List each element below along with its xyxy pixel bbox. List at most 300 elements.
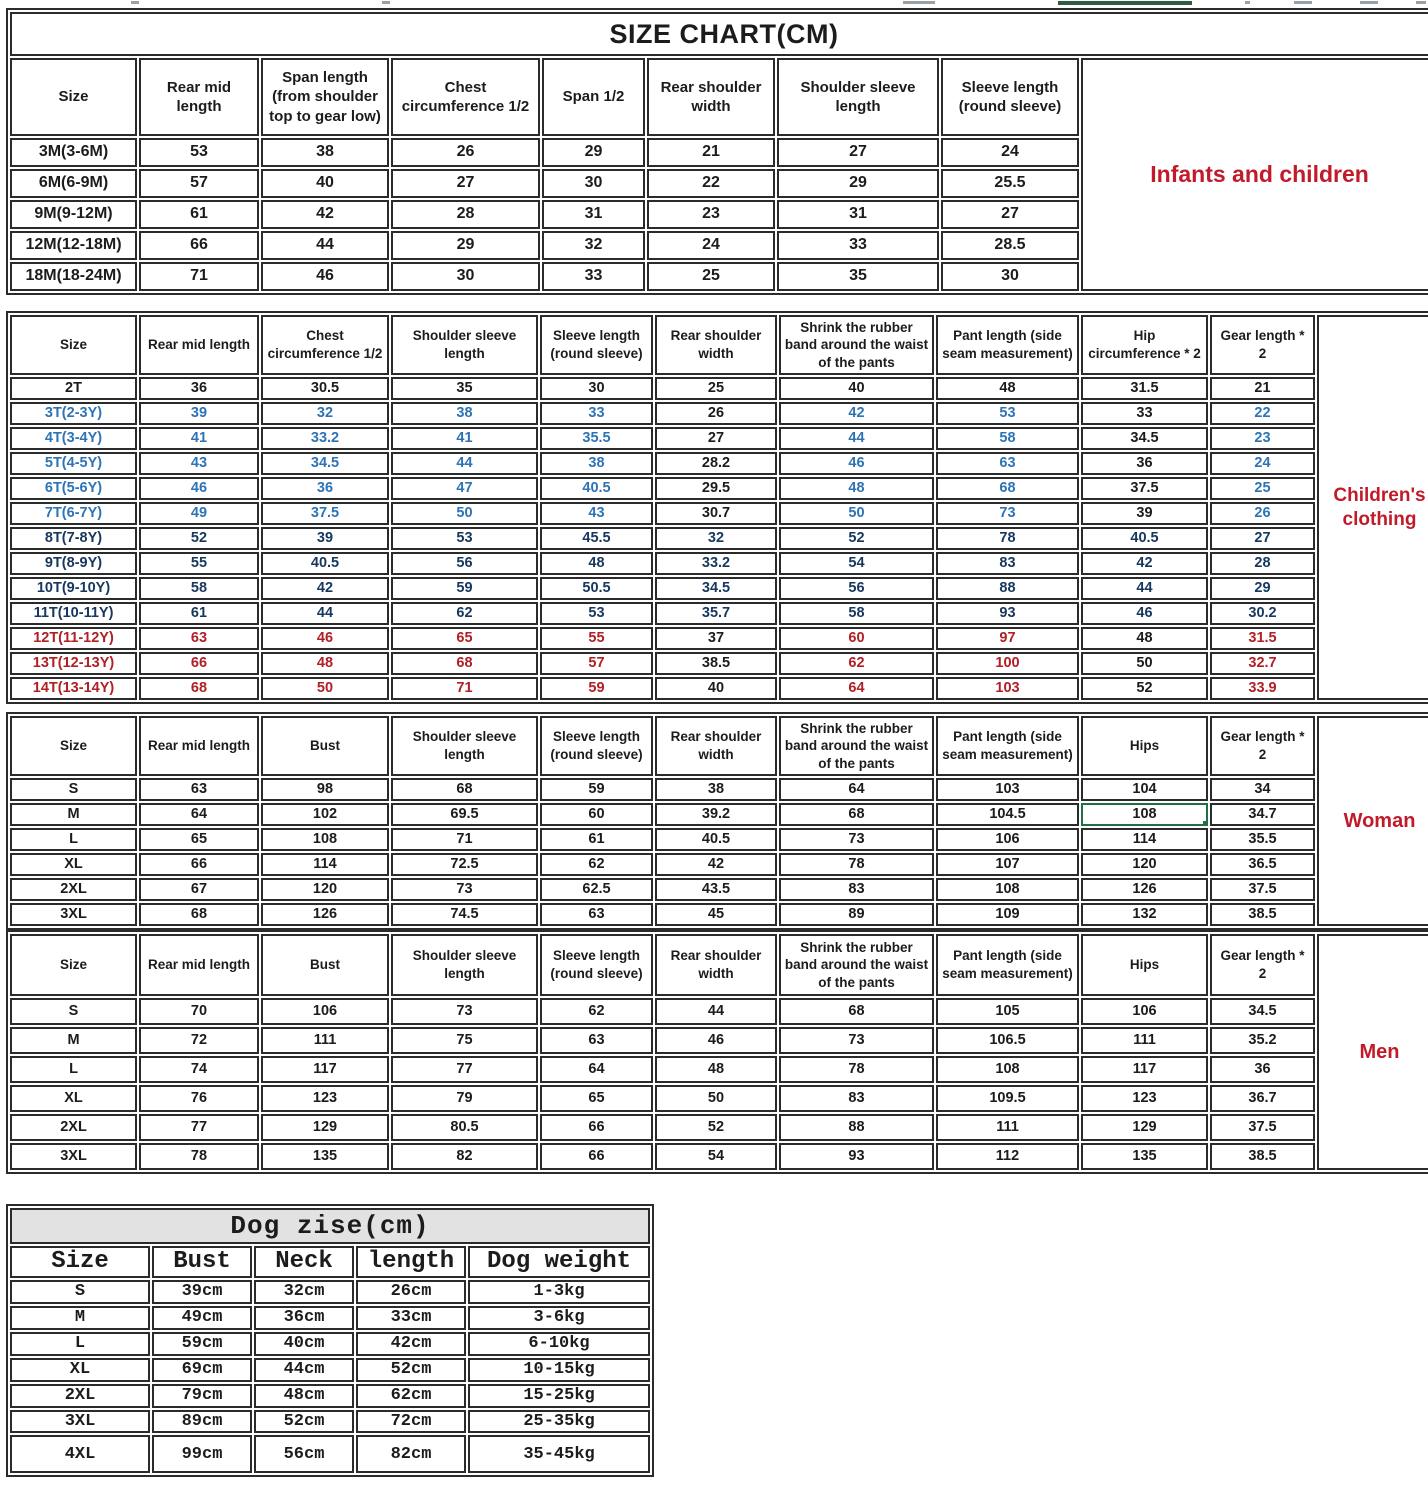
table-cell: 33	[540, 402, 653, 425]
column-header: length	[356, 1246, 466, 1278]
table-cell: 38.5	[655, 652, 777, 675]
table-cell: 42	[779, 402, 934, 425]
table-cell: 65	[139, 828, 259, 851]
table-cell: 47	[391, 477, 538, 500]
row-size-label: L	[10, 1332, 150, 1356]
row-size-label: 6M(6-9M)	[10, 169, 137, 198]
table-cell: 129	[261, 1114, 389, 1141]
table-cell: 108	[936, 1056, 1079, 1083]
column-header: Size	[10, 58, 137, 136]
column-header: Shoulder sleeve length	[391, 716, 538, 776]
table-cell: 39cm	[152, 1280, 252, 1304]
infants-size-table	[6, 8, 1428, 295]
table-cell: 52	[655, 1114, 777, 1141]
column-header: Bust	[152, 1246, 252, 1278]
table-cell: 73	[936, 502, 1079, 525]
table-cell: 69.5	[391, 803, 538, 826]
side-label-men: Men	[1317, 934, 1428, 1170]
table-cell: 31.5	[1210, 627, 1315, 650]
table-cell: 79	[391, 1085, 538, 1112]
column-header: Pant length (side seam measurement)	[936, 716, 1079, 776]
table-cell: 26	[391, 138, 540, 167]
column-header: Sleeve length (round sleeve)	[540, 315, 653, 375]
table-cell: 50	[261, 677, 389, 700]
table-cell: 30	[542, 169, 645, 198]
table-cell: 103	[936, 677, 1079, 700]
row-size-label: S	[10, 1280, 150, 1304]
row-size-label: 3XL	[10, 903, 137, 926]
table-cell: 37.5	[1210, 878, 1315, 901]
column-header: Rear shoulder width	[655, 934, 777, 996]
column-header: Rear shoulder width	[655, 315, 777, 375]
table-cell: 50.5	[540, 577, 653, 600]
table-cell: 132	[1081, 903, 1208, 926]
table-row	[10, 527, 1428, 550]
table-cell: 48	[1081, 627, 1208, 650]
table-cell: 108	[1081, 803, 1208, 826]
table-cell: 48	[655, 1056, 777, 1083]
table-cell: 27	[941, 200, 1079, 229]
row-size-label: 2XL	[10, 1114, 137, 1141]
table-cell: 83	[936, 552, 1079, 575]
table-cell: 89cm	[152, 1410, 252, 1434]
table-cell: 6-10kg	[468, 1332, 650, 1356]
column-header: Span 1/2	[542, 58, 645, 136]
table-row	[10, 878, 1428, 901]
table-cell: 26	[1210, 502, 1315, 525]
table-row	[10, 1056, 1428, 1083]
table-cell: 44	[779, 427, 934, 450]
table-cell: 29	[777, 169, 939, 198]
table-cell: 46	[779, 452, 934, 475]
table-cell: 28.5	[941, 231, 1079, 260]
table-cell: 98	[261, 778, 389, 801]
table-cell: 40	[779, 377, 934, 400]
table-cell: 62	[540, 853, 653, 876]
table-cell: 73	[391, 878, 538, 901]
table-cell: 60	[540, 803, 653, 826]
table-cell: 77	[139, 1114, 259, 1141]
table-cell: 42	[261, 577, 389, 600]
table-cell: 109	[936, 903, 1079, 926]
column-header: Span length (from shoulder top to gear low)	[261, 58, 389, 136]
table-row	[10, 1114, 1428, 1141]
row-size-label: 3M(3-6M)	[10, 138, 137, 167]
table-cell: 74.5	[391, 903, 538, 926]
column-header: Size	[10, 315, 137, 375]
column-header: Pant length (side seam measurement)	[936, 934, 1079, 996]
table-cell: 38	[655, 778, 777, 801]
dog-size-table	[6, 1204, 654, 1477]
table-cell: 46	[261, 627, 389, 650]
table-row	[10, 1280, 650, 1304]
table-cell: 39.2	[655, 803, 777, 826]
table-cell: 62.5	[540, 878, 653, 901]
table-row	[10, 452, 1428, 475]
table-cell: 62	[391, 602, 538, 625]
table-cell: 82	[391, 1143, 538, 1170]
row-size-label: 13T(12-13Y)	[10, 652, 137, 675]
table-cell: 42cm	[356, 1332, 466, 1356]
column-header: Size	[10, 934, 137, 996]
table-cell: 73	[779, 828, 934, 851]
table-cell: 30.5	[261, 377, 389, 400]
table-cell: 117	[261, 1056, 389, 1083]
table-cell: 41	[391, 427, 538, 450]
row-size-label: XL	[10, 853, 137, 876]
table-cell: 24	[941, 138, 1079, 167]
row-size-label: S	[10, 998, 137, 1025]
table-cell: 68	[391, 652, 538, 675]
table-row	[10, 1306, 650, 1330]
table-cell: 42	[261, 200, 389, 229]
table-row	[10, 1410, 650, 1434]
column-header: Neck	[254, 1246, 354, 1278]
column-header: Sleeve length (round sleeve)	[941, 58, 1079, 136]
table-cell: 34.5	[1210, 998, 1315, 1025]
table-row	[10, 427, 1428, 450]
table-cell: 61	[139, 602, 259, 625]
table-cell: 32	[542, 231, 645, 260]
row-size-label: 3T(2-3Y)	[10, 402, 137, 425]
column-header: Shrink the rubber band around the waist of the pants	[779, 716, 934, 776]
table-cell: 78	[936, 527, 1079, 550]
table-cell: 29.5	[655, 477, 777, 500]
table-cell: 28.2	[655, 452, 777, 475]
table-cell: 40	[655, 677, 777, 700]
table-cell: 64	[779, 778, 934, 801]
row-size-label: 5T(4-5Y)	[10, 452, 137, 475]
table-cell: 53	[391, 527, 538, 550]
row-size-label: XL	[10, 1358, 150, 1382]
table-cell: 66	[139, 652, 259, 675]
table-cell: 123	[1081, 1085, 1208, 1112]
table-cell: 35	[391, 377, 538, 400]
table-cell: 72cm	[356, 1410, 466, 1434]
column-header: Shoulder sleeve length	[391, 934, 538, 996]
table-cell: 37.5	[1210, 1114, 1315, 1141]
table-cell: 35.5	[540, 427, 653, 450]
table-cell: 58	[139, 577, 259, 600]
table-cell: 83	[779, 878, 934, 901]
table-cell: 67	[139, 878, 259, 901]
table-cell: 34.7	[1210, 803, 1315, 826]
table-cell: 48cm	[254, 1384, 354, 1408]
table-cell: 66	[139, 231, 259, 260]
row-size-label: 2XL	[10, 878, 137, 901]
table-cell: 68	[779, 803, 934, 826]
table-cell: 36	[261, 477, 389, 500]
table-cell: 78	[779, 1056, 934, 1083]
table-cell: 108	[936, 878, 1079, 901]
table-cell: 58	[779, 602, 934, 625]
table-cell: 111	[1081, 1027, 1208, 1054]
table-row	[10, 1358, 650, 1382]
table-cell: 59	[391, 577, 538, 600]
table-cell: 48	[936, 377, 1079, 400]
table-cell: 35.5	[1210, 828, 1315, 851]
table-cell: 27	[777, 138, 939, 167]
table-cell: 15-25kg	[468, 1384, 650, 1408]
table-cell: 56	[391, 552, 538, 575]
row-size-label: 10T(9-10Y)	[10, 577, 137, 600]
table-cell: 48	[261, 652, 389, 675]
table-cell: 71	[391, 677, 538, 700]
woman-size-table	[6, 712, 1428, 930]
table-cell: 73	[391, 998, 538, 1025]
table-cell: 89	[779, 903, 934, 926]
table-cell: 60	[779, 627, 934, 650]
row-size-label: L	[10, 828, 137, 851]
table-cell: 114	[1081, 828, 1208, 851]
table-cell: 27	[655, 427, 777, 450]
column-header: Sleeve length (round sleeve)	[540, 716, 653, 776]
table-cell: 74	[139, 1056, 259, 1083]
row-size-label: 9M(9-12M)	[10, 200, 137, 229]
table-cell: 38	[261, 138, 389, 167]
table-cell: 93	[936, 602, 1079, 625]
table-cell: 31.5	[1081, 377, 1208, 400]
table-cell: 57	[139, 169, 259, 198]
table-cell: 25	[1210, 477, 1315, 500]
table-cell: 52	[1081, 677, 1208, 700]
table-cell: 56cm	[254, 1435, 354, 1473]
table-cell: 123	[261, 1085, 389, 1112]
table-cell: 44	[1081, 577, 1208, 600]
table-cell: 71	[139, 262, 259, 291]
table-cell: 102	[261, 803, 389, 826]
table-cell: 120	[1081, 853, 1208, 876]
table-cell: 46	[1081, 602, 1208, 625]
row-size-label: 4XL	[10, 1435, 150, 1473]
row-size-label: 9T(8-9Y)	[10, 552, 137, 575]
table-cell: 126	[1081, 878, 1208, 901]
table-row	[10, 803, 1428, 826]
table-cell: 42	[1081, 552, 1208, 575]
table-cell: 39	[261, 527, 389, 550]
table-cell: 66	[540, 1114, 653, 1141]
table-cell: 10-15kg	[468, 1358, 650, 1382]
column-header: Hips	[1081, 716, 1208, 776]
side-label-woman: Woman	[1317, 716, 1428, 926]
column-header: Chest circumference 1/2	[261, 315, 389, 375]
table-cell: 58	[936, 427, 1079, 450]
table-cell: 59	[540, 778, 653, 801]
table-cell: 69cm	[152, 1358, 252, 1382]
table-cell: 24	[1210, 452, 1315, 475]
column-header: Gear length * 2	[1210, 716, 1315, 776]
table-cell: 53	[139, 138, 259, 167]
table-cell: 39	[1081, 502, 1208, 525]
table-cell: 27	[391, 169, 540, 198]
table-cell: 72.5	[391, 853, 538, 876]
table-row	[10, 627, 1428, 650]
table-cell: 68	[139, 677, 259, 700]
row-size-label: M	[10, 1027, 137, 1054]
table-cell: 68	[391, 778, 538, 801]
table-cell: 25	[647, 262, 775, 291]
table-cell: 68	[779, 998, 934, 1025]
table-cell: 40.5	[655, 828, 777, 851]
table-cell: 112	[936, 1143, 1079, 1170]
table-cell: 1-3kg	[468, 1280, 650, 1304]
table-cell: 88	[779, 1114, 934, 1141]
table-cell: 62	[540, 998, 653, 1025]
table-row	[10, 577, 1428, 600]
table-cell: 28	[1210, 552, 1315, 575]
table-cell: 29	[1210, 577, 1315, 600]
row-size-label: 7T(6-7Y)	[10, 502, 137, 525]
table-cell: 93	[779, 1143, 934, 1170]
row-size-label: 12M(12-18M)	[10, 231, 137, 260]
table-cell: 43	[139, 452, 259, 475]
table-cell: 46	[261, 262, 389, 291]
table-cell: 42	[655, 853, 777, 876]
table-cell: 54	[779, 552, 934, 575]
table-cell: 44	[391, 452, 538, 475]
table-cell: 29	[542, 138, 645, 167]
side-label-infants: Infants and children	[1081, 58, 1428, 291]
table-cell: 35	[777, 262, 939, 291]
row-size-label: 3XL	[10, 1143, 137, 1170]
table-cell: 52cm	[254, 1410, 354, 1434]
table-cell: 25-35kg	[468, 1410, 650, 1434]
row-size-label: XL	[10, 1085, 137, 1112]
table-cell: 38	[391, 402, 538, 425]
table-row	[10, 602, 1428, 625]
table-cell: 63	[936, 452, 1079, 475]
table-cell: 78	[139, 1143, 259, 1170]
table-cell: 31	[777, 200, 939, 229]
table-cell: 30	[391, 262, 540, 291]
table-cell: 73	[779, 1027, 934, 1054]
table-cell: 66	[540, 1143, 653, 1170]
table-cell: 106	[1081, 998, 1208, 1025]
column-header: Rear shoulder width	[655, 716, 777, 776]
row-size-label: M	[10, 803, 137, 826]
table-cell: 53	[936, 402, 1079, 425]
table-cell: 97	[936, 627, 1079, 650]
column-header: Dog weight	[468, 1246, 650, 1278]
table-cell: 46	[139, 477, 259, 500]
column-header: Shrink the rubber band around the waist of the pants	[779, 934, 934, 996]
table-cell: 61	[139, 200, 259, 229]
table-row	[10, 1435, 650, 1473]
table-cell: 79cm	[152, 1384, 252, 1408]
table-cell: 43	[540, 502, 653, 525]
table-cell: 63	[540, 903, 653, 926]
table-cell: 32	[261, 402, 389, 425]
table-cell: 56	[779, 577, 934, 600]
table-cell: 55	[139, 552, 259, 575]
row-size-label: 12T(11-12Y)	[10, 627, 137, 650]
table-cell: 62	[779, 652, 934, 675]
table-cell: 44	[261, 602, 389, 625]
column-header: Gear length * 2	[1210, 934, 1315, 996]
table-cell: 104	[1081, 778, 1208, 801]
table-cell: 33	[777, 231, 939, 260]
table-cell: 35.7	[655, 602, 777, 625]
table-row	[10, 1027, 1428, 1054]
dog-table-title: Dog zise(cm)	[10, 1208, 650, 1244]
table-cell: 30	[540, 377, 653, 400]
row-size-label: 6T(5-6Y)	[10, 477, 137, 500]
table-cell: 35-45kg	[468, 1435, 650, 1473]
table-cell: 65	[391, 627, 538, 650]
table-cell: 34	[1210, 778, 1315, 801]
table-cell: 34.5	[261, 452, 389, 475]
table-cell: 53	[540, 602, 653, 625]
table-cell: 109.5	[936, 1085, 1079, 1112]
table-cell: 32.7	[1210, 652, 1315, 675]
table-cell: 59cm	[152, 1332, 252, 1356]
table-cell: 64	[139, 803, 259, 826]
children-size-table	[6, 311, 1428, 704]
table-row	[10, 377, 1428, 400]
table-cell: 30.7	[655, 502, 777, 525]
table-cell: 52cm	[356, 1358, 466, 1382]
table-cell: 24	[647, 231, 775, 260]
table-cell: 82cm	[356, 1435, 466, 1473]
column-header: Gear length * 2	[1210, 315, 1315, 375]
table-cell: 48	[540, 552, 653, 575]
table-cell: 38	[540, 452, 653, 475]
table-cell: 106	[261, 998, 389, 1025]
table-cell: 36.5	[1210, 853, 1315, 876]
table-cell: 29	[391, 231, 540, 260]
table-cell: 30.2	[1210, 602, 1315, 625]
table-cell: 36	[1081, 452, 1208, 475]
table-row	[10, 477, 1428, 500]
table-row	[10, 402, 1428, 425]
column-header: Rear mid length	[139, 58, 259, 136]
table-row	[10, 677, 1428, 700]
table-cell: 49	[139, 502, 259, 525]
table-cell: 63	[540, 1027, 653, 1054]
table-row	[10, 1143, 1428, 1170]
table-cell: 106.5	[936, 1027, 1079, 1054]
table-cell: 88	[936, 577, 1079, 600]
table-cell: 31	[542, 200, 645, 229]
table-cell: 40cm	[254, 1332, 354, 1356]
table-cell: 34.5	[655, 577, 777, 600]
column-header: Hips	[1081, 934, 1208, 996]
table-row	[10, 552, 1428, 575]
table-cell: 38.5	[1210, 1143, 1315, 1170]
table-row	[10, 998, 1428, 1025]
table-cell: 57	[540, 652, 653, 675]
table-cell: 43.5	[655, 878, 777, 901]
table-cell: 80.5	[391, 1114, 538, 1141]
table-cell: 55	[540, 627, 653, 650]
table-row	[10, 778, 1428, 801]
table-cell: 35.2	[1210, 1027, 1315, 1054]
table-cell: 23	[1210, 427, 1315, 450]
table-cell: 107	[936, 853, 1079, 876]
column-header: Size	[10, 716, 137, 776]
table-cell: 50	[779, 502, 934, 525]
table-row	[10, 652, 1428, 675]
table-cell: 33.2	[655, 552, 777, 575]
table-cell: 75	[391, 1027, 538, 1054]
row-size-label: 11T(10-11Y)	[10, 602, 137, 625]
table-cell: 76	[139, 1085, 259, 1112]
table-cell: 135	[1081, 1143, 1208, 1170]
table-cell: 44	[261, 231, 389, 260]
row-size-label: 18M(18-24M)	[10, 262, 137, 291]
row-size-label: 8T(7-8Y)	[10, 527, 137, 550]
column-header: Chest circumference 1/2	[391, 58, 540, 136]
